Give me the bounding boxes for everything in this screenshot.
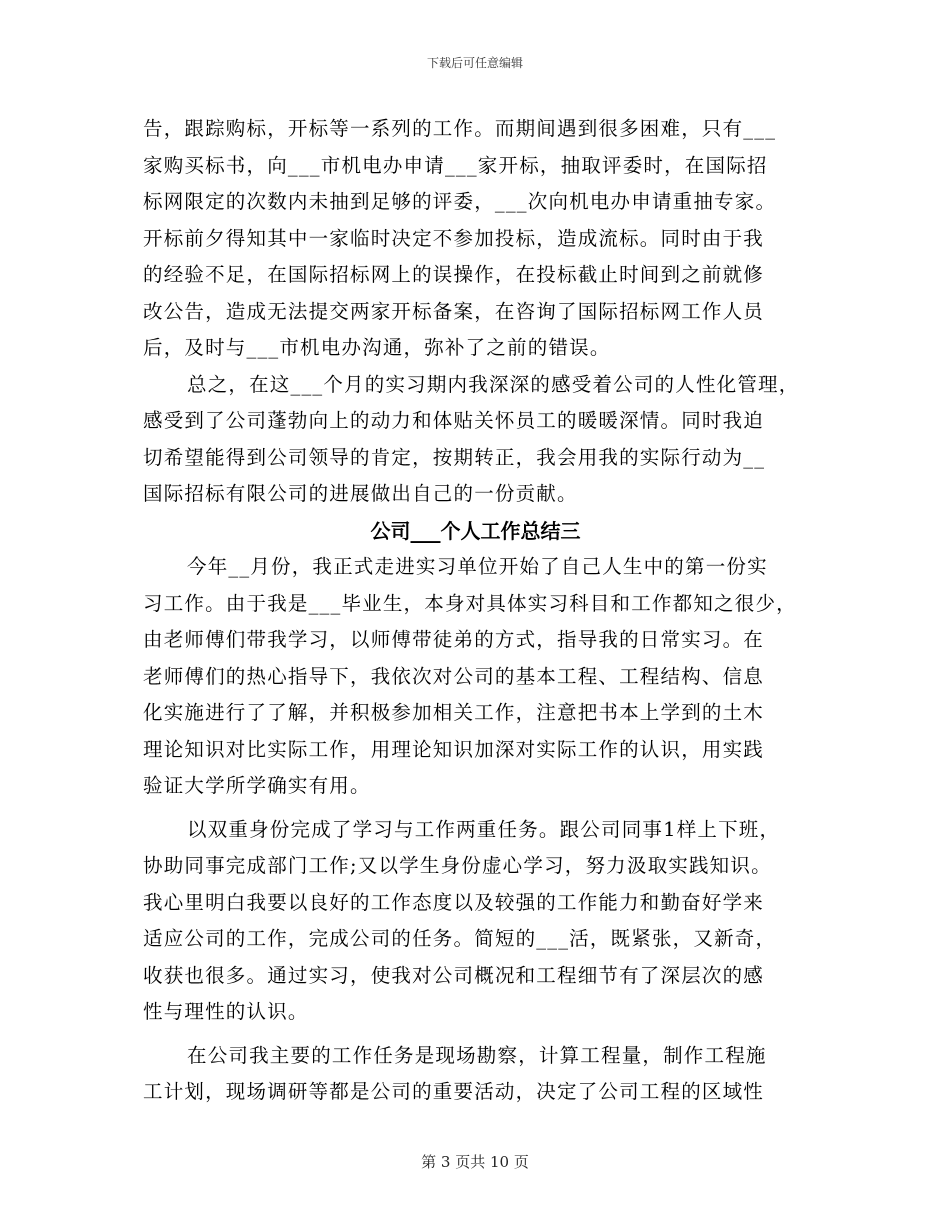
text-line: 改公告，造成无法提交两家开标备案，在咨询了国际招标网工作人员: [143, 299, 765, 323]
text-line: 今年__月份，我正式走进实习单位开始了自己人生中的第一份实: [187, 555, 768, 578]
text-line: 国际招标有限公司的进展做出自己的一份贡献。: [143, 482, 578, 505]
paragraph-gap: [143, 1031, 808, 1038]
page-footer: 第 3 页共 10 页: [421, 1153, 529, 1171]
section-heading: 公司___个人工作总结三: [370, 518, 581, 543]
text-line: 以双重身份完成了学习与工作两重任务。跟公司同事1样上下班，: [187, 817, 781, 841]
text-line: 的经验不足，在国际招标网上的误操作，在投标截止时间到之前就修: [143, 263, 765, 286]
text-line: 适应公司的工作，完成公司的任务。简短的___活，既紧张，又新奇，: [143, 927, 777, 950]
paragraph-gap: [143, 805, 808, 812]
paragraph-dual-identity: [143, 812, 808, 1031]
text-line: 切希望能得到公司领导的肯定，按期转正，我会用我的实际行动为__: [143, 445, 766, 469]
text-line: 感受到了公司蓬勃向上的动力和体贴关怀员工的暖暖深情。同时我迫: [143, 409, 765, 432]
paragraph-summary: [143, 367, 808, 513]
paragraph-main-tasks: [143, 1038, 808, 1111]
text-line: 协助同事完成部门工作;又以学生身份虚心学习，努力汲取实践知识。: [143, 854, 772, 877]
text-line: 我心里明白我要以良好的工作态度以及较强的工作能力和勤奋好学来: [143, 890, 765, 914]
text-line: 后，及时与___市机电办沟通，弥补了之前的错误。: [143, 336, 611, 359]
text-line: 总之，在这___个月的实习期内我深深的感受着公司的人性化管理，: [187, 372, 800, 396]
text-line: 工计划，现场调研等都是公司的重要活动，决定了公司工程的区域性: [143, 1080, 765, 1103]
text-line: 收获也很多。通过实习，使我对公司概况和工程细节有了深层次的感: [143, 963, 765, 987]
paragraph-internship-start: [143, 549, 808, 805]
text-line: 家购买标书，向___市机电办申请___家开标，抽取评委时，在国际招: [143, 153, 768, 177]
text-line: 习工作。由于我是___毕业生，本身对具体实习科目和工作都知之很少，: [143, 591, 797, 615]
document-body: [143, 111, 808, 1111]
text-line: 告，跟踪购标，开标等一系列的工作。而期间遇到很多困难，只有___: [143, 117, 777, 140]
text-line: 由老师傅们带我学习，以师傅带徒弟的方式，指导我的日常实习。在: [143, 628, 765, 651]
text-line: 验证大学所学确实有用。: [143, 774, 371, 797]
text-line: 老师傅们的热心指导下，我依次对公司的基本工程、工程结构、信息: [143, 664, 765, 688]
page-header: 下载后可任意编辑: [426, 56, 523, 70]
text-line: 理论知识对比实际工作，用理论知识加深对实际工作的认识，用实践: [143, 737, 765, 761]
text-line: 标网限定的次数内未抽到足够的评委，___次向机电办申请重抽专家。: [143, 190, 777, 213]
text-line: 性与理性的认识。: [143, 1000, 309, 1023]
paragraph-tendering-work: [143, 111, 808, 367]
text-line: 开标前夕得知其中一家临时决定不参加投标，造成流标。同时由于我: [143, 226, 765, 250]
text-line: 在公司我主要的工作任务是现场勘察，计算工程量，制作工程施: [187, 1043, 767, 1067]
text-line: 化实施进行了了解，并积极参加相关工作，注意把书本上学到的土木: [143, 701, 765, 724]
